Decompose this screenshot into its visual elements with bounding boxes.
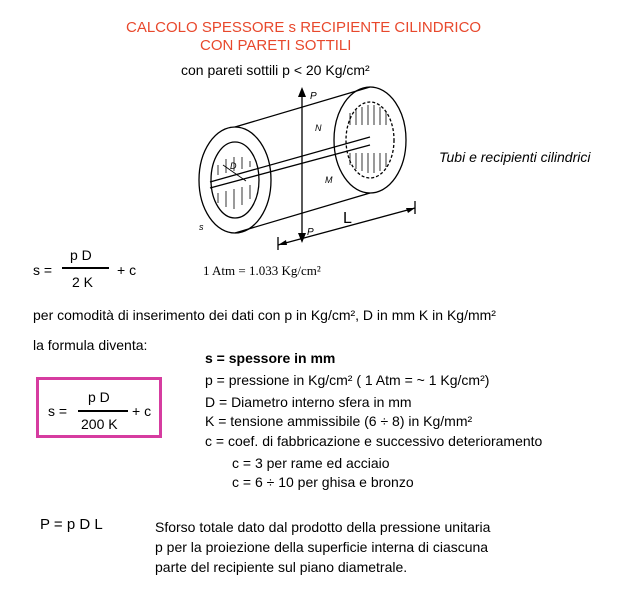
label-L: L — [343, 210, 352, 227]
legend-K: K = tensione ammissibile (6 ÷ 8) in Kg/mm² — [205, 413, 473, 429]
formula1-fraction-bar — [62, 267, 109, 269]
subtitle: con pareti sottili p < 20 Kg/cm² — [181, 62, 370, 78]
force-formula: P = p D L — [40, 516, 103, 533]
force-desc-line1: Sforso totale dato dal prodotto della pressione unitaria — [155, 519, 491, 535]
formula1-numerator: p D — [70, 247, 92, 263]
formula2-numerator: p D — [88, 389, 110, 405]
formula2-fraction-bar — [78, 410, 128, 412]
formula2-lhs: s = — [48, 403, 68, 419]
legend-p: p = pressione in Kg/cm² ( 1 Atm = ~ 1 Kg/cm²) — [205, 372, 490, 388]
right-end-inner — [346, 102, 394, 178]
title-line-2: CON PARETI SOTTILI — [200, 37, 352, 54]
force-desc-line3: parte del recipiente sul piano diametrale. — [155, 559, 408, 575]
label-N: N — [315, 123, 322, 133]
formula2-denominator: 200 K — [81, 416, 118, 432]
atm-note: 1 Atm = 1.033 Kg/cm² — [203, 263, 321, 278]
label-s: s — [199, 222, 204, 232]
label-M: M — [325, 175, 333, 185]
legend-c-copper: c = 3 per rame ed acciaio — [232, 455, 390, 471]
formula1-plus-c: + c — [117, 262, 137, 278]
formula2-plus-c: + c — [132, 403, 152, 419]
figure-caption: Tubi e recipienti cilindrici — [439, 149, 591, 165]
formula1-lhs: s = — [33, 262, 53, 278]
units-note: per comodità di inserimento dei dati con p in Kg/cm², D in mm K in Kg/mm² — [33, 307, 496, 323]
left-end-outer — [199, 127, 271, 233]
label-P-bottom: P — [307, 227, 314, 238]
legend-s: s = spessore in mm — [205, 350, 336, 366]
right-end-outer — [334, 87, 406, 193]
formula-intro: la formula diventa: — [33, 337, 148, 353]
legend-c-iron: c = 6 ÷ 10 per ghisa e bronzo — [232, 474, 414, 490]
legend-D: D = Diametro interno sfera in mm — [205, 394, 412, 410]
label-P-top: P — [310, 91, 317, 102]
legend-c: c = coef. di fabbricazione e successivo deterioramento — [205, 433, 543, 449]
force-desc-line2: p per la proiezione della superficie interna di ciascuna — [155, 539, 489, 555]
formula1-denominator: 2 K — [72, 274, 94, 290]
cylinder-diagram — [190, 85, 435, 250]
title-line-1: CALCOLO SPESSORE s RECIPIENTE CILINDRICO — [126, 19, 482, 36]
label-D: D — [230, 161, 237, 171]
